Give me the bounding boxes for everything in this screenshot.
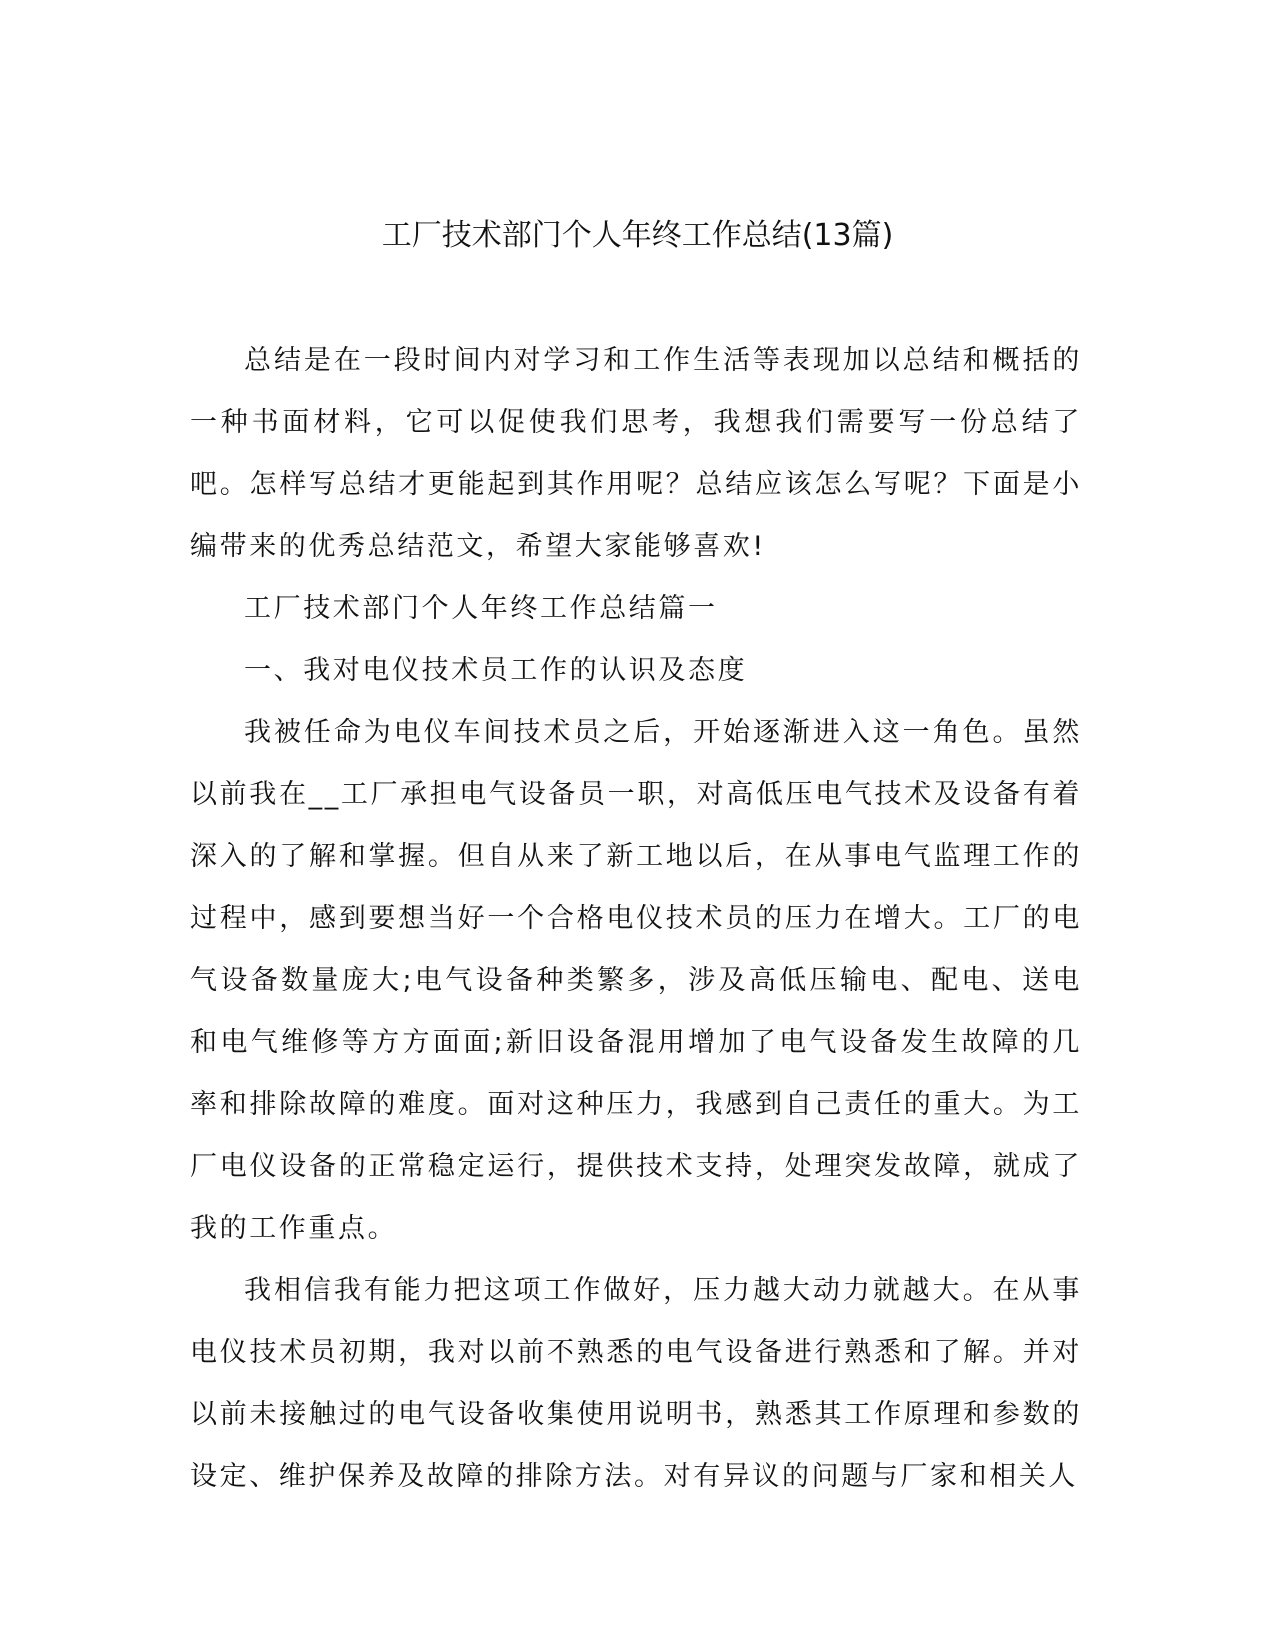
intro-paragraph: 总结是在一段时间内对学习和工作生活等表现加以总结和概括的一种书面材料，它可以促使我们思考，我想我们需要写一份总结了吧。怎样写总结才更能起到其作用呢？总结应该怎么写呢？下面是小编带来的优秀总结范文，希望大家能够喜欢! bbox=[190, 345, 1082, 562]
subsection-heading: 一、我对电仪技术员工作的认识及态度 bbox=[244, 655, 748, 686]
document-body bbox=[190, 330, 1082, 1508]
document-title: 工厂技术部门个人年终工作总结(13篇) bbox=[381, 218, 894, 253]
body-paragraph: 我被任命为电仪车间技术员之后，开始逐渐进入这一角色。虽然以前我在__工厂承担电气设备员一职，对高低压电气技术及设备有着深入的了解和掌握。但自从来了新工地以后，在从事电气监理工作的过程中，感到要想当好一个合格电仪技术员的压力在增大。工厂的电气设备数量庞大;电气设备种类繁多，涉及高低压输电、配电、送电和电气维修等方方面面;新旧设备混用增加了电气设备发生故障的几率和排除故障的难度。面对这种压力，我感到自己责任的重大。为工厂电仪设备的正常稳定运行，提供技术支持，处理突发故障，就成了我的工作重点。 bbox=[190, 717, 1082, 1244]
body-paragraph: 我相信我有能力把这项工作做好，压力越大动力就越大。在从事电仪技术员初期，我对以前不熟悉的电气设备进行熟悉和了解。并对以前未接触过的电气设备收集使用说明书，熟悉其工作原理和参数的设定、维护保养及故障的排除方法。对有异议的问题与厂家和相关人 bbox=[190, 1275, 1082, 1492]
section-heading: 工厂技术部门个人年终工作总结篇一 bbox=[244, 593, 718, 624]
